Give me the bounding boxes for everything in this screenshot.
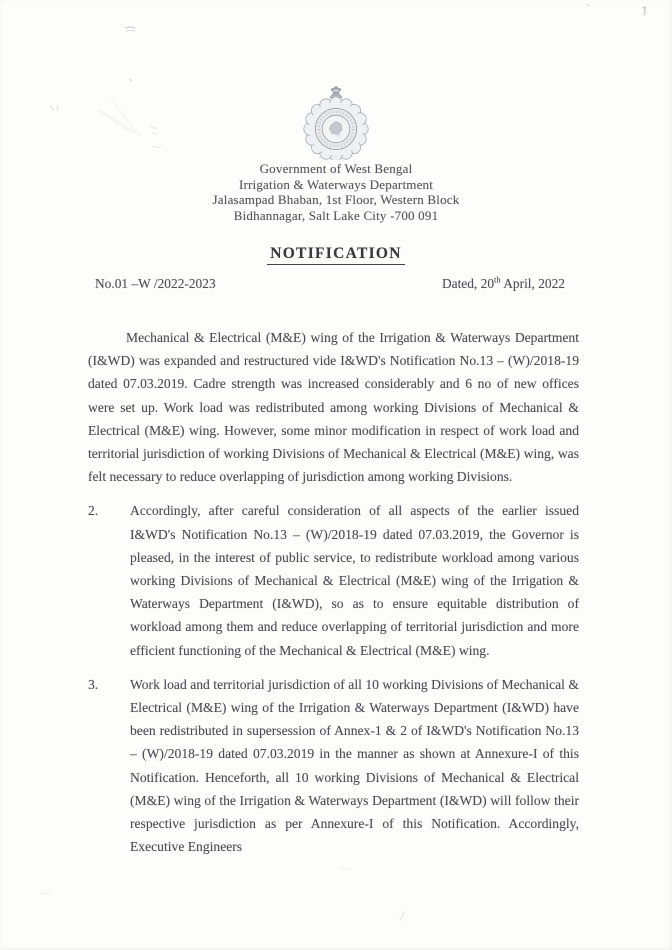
date-prefix: Dated, 20 (441, 276, 495, 291)
notification-body (88, 326, 579, 869)
notification-title: NOTIFICATION (267, 245, 405, 265)
title-row (0, 245, 672, 265)
paragraph-2-number: 2. (88, 503, 99, 519)
date-suffix: April, 2022 (500, 276, 565, 291)
paragraph-2-text: Accordingly, after careful consideration of all aspects of the earlier issued I&WD's Notification No.13 – (W)/2018-19 dated 07.03.2019, the Governor is pleased, in the interest of public service, to redistribute workload among various working Divisions of Mechanical & Electrical (M&E) wing of the Irrigation & Waterways Department (I&WD), so as to ensure equitable distribution of workload among them and reduce overlapping of territorial jurisdiction and more efficient functioning of the Mechanical & Electrical (M&E) wing. (130, 503, 579, 658)
letterhead-line-address: Jalasampad Bhaban, 1st Floor, Western Block (212, 192, 460, 208)
paragraph-3-text: Work load and territorial jurisdiction of all 10 working Divisions of Mechanical & Electrical (M&E) wing of the Irrigation & Waterways Department (I&WD) have been redistributed in supersession of Annex-1 & 2 of I&WD's Notification No.13 – (W)/2018-19 dated 07.03.2019 in the manner as shown at Annexure-I of this Notification. Henceforth, all 10 working Divisions of Mechanical & Electrical (M&E) wing of the Irrigation & Waterways Department (I&WD) will follow their respective jurisdiction as per Annexure-I of this Notification. Accordingly, Executive Engineers (130, 676, 579, 855)
ashoka-capital-icon (330, 86, 343, 98)
west-bengal-emblem-icon (286, 84, 386, 160)
date-ordinal-superscript: th (494, 274, 501, 285)
paragraph-3 (88, 673, 579, 859)
letterhead-line-city: Bidhannagar, Salt Lake City -700 091 (233, 207, 439, 223)
paragraph-3-number: 3. (88, 676, 99, 692)
paragraph-2 (88, 499, 579, 661)
letterhead-line-department: Irrigation & Waterways Department (238, 176, 434, 192)
reference-number: No.01 –W /2022-2023 (95, 276, 216, 291)
letterhead-line-government: Government of West Bengal (259, 161, 413, 176)
letterhead (0, 84, 672, 223)
paragraph-1-text: Mechanical & Electrical (M&E) wing of the Irrigation & Waterways Department (I&WD) was expanded and restructured vide I&WD's Notification No.13 – (W)/2018-19 dated 07.03.2019. Cadre strength was increased considerably and 6 no of new offices were set up. Work load was redistributed among working Divisions of Mechanical & Electrical (M&E) wing. However, some minor modification in respect of work load and territorial jurisdiction of working Divisions of Mechanical & Electrical (M&E) wing, was felt necessary to reduce overlapping of jurisdiction among working Divisions. (88, 330, 579, 485)
reference-row (95, 276, 565, 292)
date-line (442, 276, 565, 292)
